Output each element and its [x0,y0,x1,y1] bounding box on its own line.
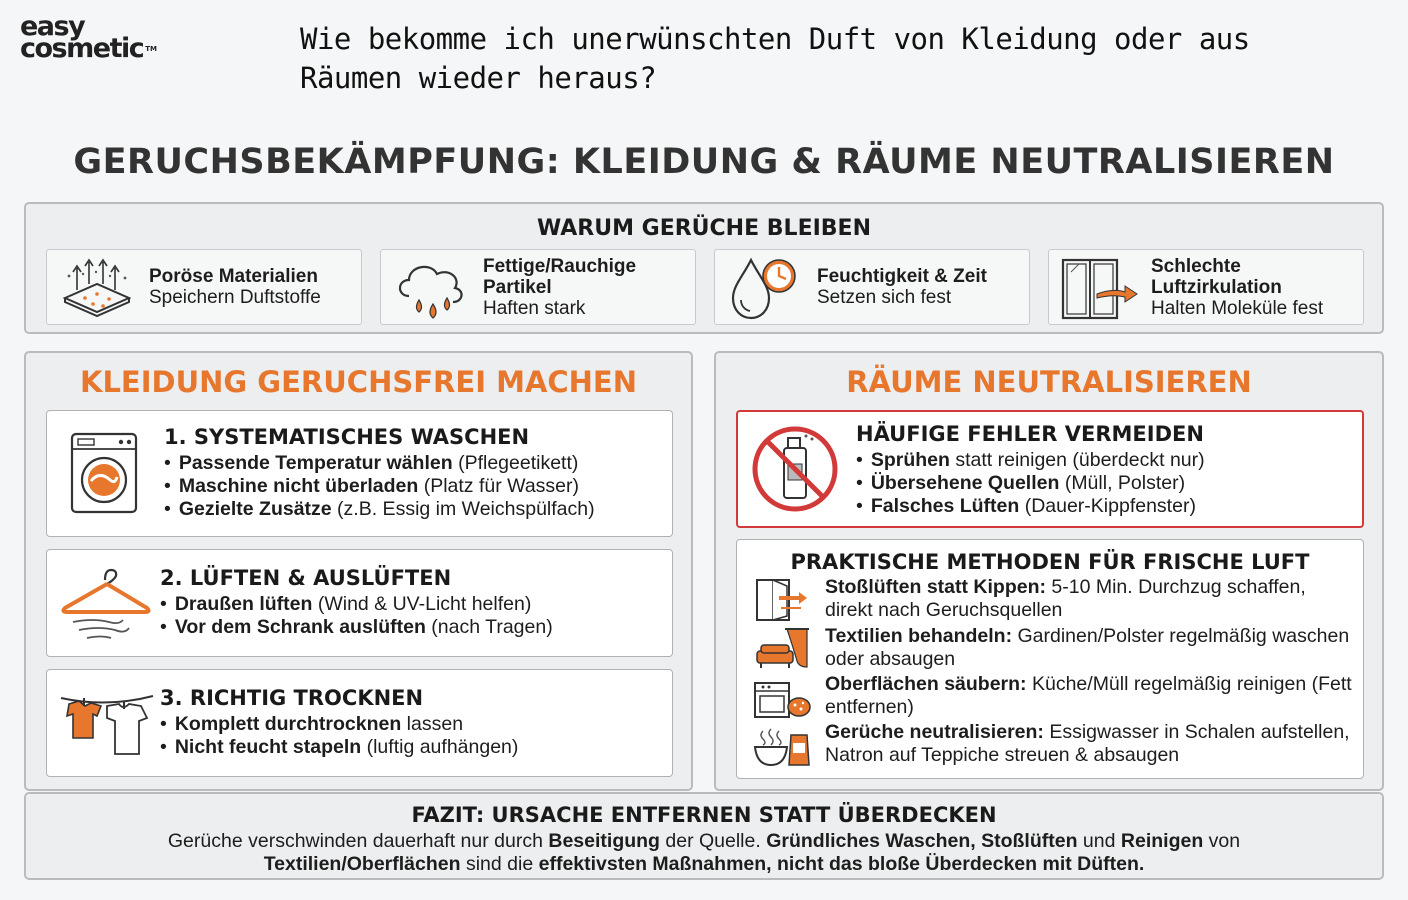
dry-list [160,713,664,759]
why-card-text: Haften stark [483,297,586,319]
wash-list [164,452,664,521]
open-window-icon [753,578,811,622]
method-item-neutralize: Gerüche neutralisieren: Essigwasser in Schalen aufstellen, Natron auf Teppiche streuen & absaugen [753,721,1357,769]
rooms-heading: RÄUME NEUTRALISIEREN [846,365,1252,399]
why-card-text: Halten Moleküle fest [1151,297,1324,319]
list-item: • Draußen lüften (Wind & UV-Licht helfen) [160,593,664,616]
no-spray-icon [750,424,840,514]
page-question: Wie bekomme ich unerwünschten Duft von Kleidung oder aus Räumen wieder heraus? [300,22,1250,95]
conclusion-panel [24,792,1384,880]
dry-card [46,669,673,777]
bowl-baking-soda-icon [753,723,811,767]
sofa-curtain-icon [753,627,811,671]
list-item: • Komplett durchtrocknen lassen [160,713,664,736]
rooms-panel [714,351,1384,791]
drop-clock-icon [723,254,807,322]
trademark: TM [145,45,157,53]
list-item: • Vor dem Schrank auslüften (nach Tragen) [160,616,664,639]
list-item: • Sprühen statt reinigen (überdeckt nur) [856,449,1354,472]
list-item: • Gezielte Zusätze (z.B. Essig im Weichspülfach) [164,498,664,521]
air-card [46,549,673,657]
why-card-text: Speichern Duftstoffe [149,287,321,308]
list-item: • Falsches Lüften (Dauer-Kippfenster) [856,495,1354,518]
why-card-particles [380,249,696,325]
logo-line-1: easy [20,11,85,42]
why-card-text: Setzen sich fest [817,287,952,308]
why-panel [24,202,1384,334]
brand-logo [20,11,157,64]
washing-machine-icon [69,431,139,515]
method-item-ventilate: Stoßlüften statt Kippen: 5-10 Min. Durchzug schaffen, direkt nach Geruchsquellen [753,576,1357,624]
method-item-surfaces: Oberflächen säubern: Küche/Müll regelmäßig reinigen (Fett entfernen) [753,673,1357,721]
porous-material-icon [55,254,139,322]
why-card-title: Poröse Materialien [149,266,318,287]
list-item: • Passende Temperatur wählen (Pflegeetikett) [164,452,664,475]
logo-line-2: cosmetic ™ [20,33,157,64]
main-title: GERUCHSBEKÄMPFUNG: KLEIDUNG & RÄUME NEUTRALISIEREN [73,142,1335,182]
mistakes-title: HÄUFIGE FEHLER VERMEIDEN [856,422,1204,446]
conclusion-heading: FAZIT: URSACHE ENTFERNEN STATT ÜBERDECKEN [411,803,997,827]
why-card-title: Schlechte Luftzirkulation [1151,255,1282,298]
method-item-textiles: Textilien behandeln: Gardinen/Polster regelmäßig waschen oder absaugen [753,625,1357,673]
methods-card [736,539,1364,779]
wash-title: 1. SYSTEMATISCHES WASCHEN [164,425,530,449]
why-card-circulation [1048,249,1364,325]
why-card-moisture [714,249,1030,325]
methods-title: PRAKTISCHE METHODEN FÜR FRISCHE LUFT [790,550,1310,574]
window-arrow-icon [1057,254,1141,322]
list-item: • Nicht feucht stapeln (luftig aufhängen) [160,736,664,759]
air-list [160,593,664,639]
mistakes-card [736,410,1364,528]
why-heading: WARUM GERÜCHE BLEIBEN [536,216,871,241]
list-item: • Übersehene Quellen (Müll, Polster) [856,472,1354,495]
kitchen-sponge-icon [753,675,811,719]
clothes-panel [24,351,693,791]
air-title: 2. LÜFTEN & AUSLÜFTEN [160,566,452,590]
clothesline-icon [59,684,155,764]
cloud-droplets-icon [389,254,473,322]
wash-card [46,410,673,537]
why-card-title: Fettige/Rauchige Partikel [483,255,637,298]
mistakes-list [856,449,1354,518]
clothes-heading: KLEIDUNG GERUCHSFREI MACHEN [79,365,638,399]
list-item: • Maschine nicht überladen (Platz für Wasser) [164,475,664,498]
conclusion-text: Gerüche verschwinden dauerhaft nur durch Beseitigung der Quelle. Gründliches Waschen, Stoßlüften und Reinigen von Textilien/Oberflächen sind die effektivsten Maßnahmen, nicht das bloße Überdecken mit Düften. [167,830,1241,875]
why-card-porous [46,249,362,325]
dry-title: 3. RICHTIG TROCKNEN [160,686,424,710]
why-card-title: Feuchtigkeit & Zeit [817,266,987,287]
hanger-wind-icon [59,564,151,642]
